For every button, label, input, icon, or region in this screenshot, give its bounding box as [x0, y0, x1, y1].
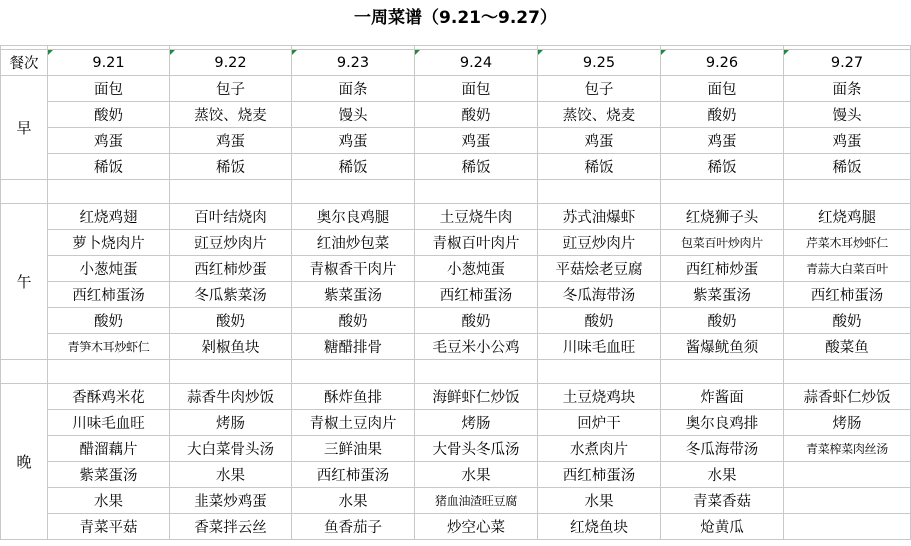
dish-cell[interactable]: 百叶结烧肉: [170, 204, 292, 230]
dish-cell[interactable]: 小葱炖蛋: [48, 256, 170, 282]
table-row: [1, 334, 911, 360]
dish-cell[interactable]: 面包: [661, 76, 784, 102]
dish-cell[interactable]: 水果: [538, 488, 661, 514]
dish-cell[interactable]: 鸡蛋: [784, 128, 911, 154]
empty-cell[interactable]: [48, 360, 170, 384]
dish-cell[interactable]: 烤肠: [415, 410, 538, 436]
header-row: [1, 50, 911, 76]
empty-cell[interactable]: [292, 180, 415, 204]
dish-cell[interactable]: 馒头: [784, 102, 911, 128]
dish-cell[interactable]: 烤肠: [784, 410, 911, 436]
dish-cell[interactable]: 酸奶: [170, 308, 292, 334]
empty-cell[interactable]: [415, 360, 538, 384]
dish-cell[interactable]: 酸奶: [48, 308, 170, 334]
dish-cell[interactable]: 稀饭: [784, 154, 911, 180]
dish-cell[interactable]: 芹菜木耳炒虾仁: [784, 230, 911, 256]
dish-cell[interactable]: 包子: [538, 76, 661, 102]
dish-cell[interactable]: 稀饭: [415, 154, 538, 180]
dish-cell[interactable]: 西红柿蛋汤: [292, 462, 415, 488]
dish-cell[interactable]: 海鲜虾仁炒饭: [415, 384, 538, 410]
page-title: 一周菜谱（9.21～9.27）: [354, 8, 557, 28]
empty-cell[interactable]: [170, 180, 292, 204]
dish-cell[interactable]: 水煮肉片: [538, 436, 661, 462]
dish-cell[interactable]: 青菜榨菜肉丝汤: [784, 436, 911, 462]
spacer-row: [1, 360, 911, 384]
dish-cell[interactable]: 红烧鸡翅: [48, 204, 170, 230]
table-row: [1, 204, 911, 230]
dish-cell[interactable]: 西红柿蛋汤: [538, 462, 661, 488]
dish-cell[interactable]: 稀饭: [661, 154, 784, 180]
empty-cell[interactable]: [292, 360, 415, 384]
table-row: [1, 256, 911, 282]
dish-cell[interactable]: 川味毛血旺: [538, 334, 661, 360]
dish-cell[interactable]: 水果: [170, 462, 292, 488]
dish-cell[interactable]: 川味毛血旺: [48, 410, 170, 436]
table-row: [1, 514, 911, 540]
date-header-cell[interactable]: 9.25: [538, 50, 661, 76]
dish-cell[interactable]: 西红柿炒蛋: [170, 256, 292, 282]
dish-cell[interactable]: [784, 488, 911, 514]
cell-marker-icon: [784, 50, 789, 55]
cell-marker-icon: [415, 50, 420, 55]
dish-cell[interactable]: 水果: [415, 462, 538, 488]
dish-cell[interactable]: 蒜香牛肉炒饭: [170, 384, 292, 410]
empty-cell[interactable]: [661, 180, 784, 204]
dish-cell[interactable]: 香菜拌云丝: [170, 514, 292, 540]
cell-marker-icon: [538, 50, 543, 55]
dish-cell[interactable]: 萝卜烧肉片: [48, 230, 170, 256]
dish-cell[interactable]: 奥尔良鸡腿: [292, 204, 415, 230]
cell-marker-icon: [170, 50, 175, 55]
dish-cell[interactable]: 酸奶: [415, 308, 538, 334]
dish-cell[interactable]: 酸奶: [48, 102, 170, 128]
dish-cell[interactable]: 炸酱面: [661, 384, 784, 410]
dish-cell[interactable]: 炒空心菜: [415, 514, 538, 540]
dish-cell[interactable]: 西红柿炒蛋: [661, 256, 784, 282]
dish-cell[interactable]: 酸奶: [661, 102, 784, 128]
dish-cell[interactable]: 土豆烧鸡块: [538, 384, 661, 410]
meal-label-cell[interactable]: 晚: [1, 384, 48, 540]
table-row: [1, 488, 911, 514]
dish-cell[interactable]: 猪血油渣旺豆腐: [415, 488, 538, 514]
meal-header-cell[interactable]: 餐次: [1, 50, 48, 76]
dish-cell[interactable]: 鸡蛋: [170, 128, 292, 154]
date-header-cell[interactable]: 9.21: [48, 50, 170, 76]
dish-cell[interactable]: 糖醋排骨: [292, 334, 415, 360]
empty-cell[interactable]: [48, 180, 170, 204]
dish-cell[interactable]: 炝黄瓜: [661, 514, 784, 540]
dish-cell[interactable]: 鱼香茄子: [292, 514, 415, 540]
empty-cell[interactable]: [538, 180, 661, 204]
date-header-cell[interactable]: 9.27: [784, 50, 911, 76]
empty-cell[interactable]: [538, 360, 661, 384]
meal-label-cell[interactable]: 午: [1, 204, 48, 360]
dish-cell[interactable]: 水果: [48, 488, 170, 514]
empty-cell[interactable]: [1, 360, 48, 384]
dish-cell[interactable]: 水果: [292, 488, 415, 514]
meal-label-cell[interactable]: 早: [1, 76, 48, 180]
dish-cell[interactable]: 小葱炖蛋: [415, 256, 538, 282]
dish-cell[interactable]: 紫菜蛋汤: [48, 462, 170, 488]
dish-cell[interactable]: 酸奶: [784, 308, 911, 334]
empty-cell[interactable]: [784, 360, 911, 384]
table-row: [1, 384, 911, 410]
dish-cell[interactable]: 稀饭: [538, 154, 661, 180]
dish-cell[interactable]: 平菇烩老豆腐: [538, 256, 661, 282]
table-row: [1, 282, 911, 308]
dish-cell[interactable]: [784, 462, 911, 488]
empty-cell[interactable]: [1, 180, 48, 204]
cell-marker-icon: [661, 50, 666, 55]
dish-cell[interactable]: 奥尔良鸡排: [661, 410, 784, 436]
table-row: [1, 436, 911, 462]
dish-cell[interactable]: 红油炒包菜: [292, 230, 415, 256]
dish-cell[interactable]: 鸡蛋: [292, 128, 415, 154]
dish-cell[interactable]: 青蒜大白菜百叶: [784, 256, 911, 282]
dish-cell[interactable]: 包子: [170, 76, 292, 102]
dish-cell[interactable]: 豇豆炒肉片: [538, 230, 661, 256]
dish-cell[interactable]: 青椒土豆肉片: [292, 410, 415, 436]
dish-cell[interactable]: 青笋木耳炒虾仁: [48, 334, 170, 360]
dish-cell[interactable]: 苏式油爆虾: [538, 204, 661, 230]
table-row: [1, 76, 911, 102]
dish-cell[interactable]: 青椒百叶肉片: [415, 230, 538, 256]
dish-cell[interactable]: 鸡蛋: [538, 128, 661, 154]
dish-cell[interactable]: 青菜香菇: [661, 488, 784, 514]
dish-cell[interactable]: 面包: [415, 76, 538, 102]
dish-cell[interactable]: 韭菜炒鸡蛋: [170, 488, 292, 514]
dish-cell[interactable]: 鸡蛋: [661, 128, 784, 154]
dish-cell[interactable]: 冬瓜海带汤: [661, 436, 784, 462]
table-row: [1, 128, 911, 154]
dish-cell[interactable]: 鸡蛋: [415, 128, 538, 154]
table-row: [1, 462, 911, 488]
dish-cell[interactable]: 大骨头冬瓜汤: [415, 436, 538, 462]
empty-cell[interactable]: [415, 180, 538, 204]
dish-cell[interactable]: 红烧鱼块: [538, 514, 661, 540]
dish-cell[interactable]: 回炉干: [538, 410, 661, 436]
dish-cell[interactable]: 面包: [48, 76, 170, 102]
dish-cell[interactable]: 毛豆米小公鸡: [415, 334, 538, 360]
dish-cell[interactable]: 稀饭: [48, 154, 170, 180]
dish-cell[interactable]: 红烧狮子头: [661, 204, 784, 230]
dish-cell[interactable]: 鸡蛋: [48, 128, 170, 154]
table-row: [1, 308, 911, 334]
dish-cell[interactable]: 三鲜油果: [292, 436, 415, 462]
dish-cell[interactable]: 面条: [784, 76, 911, 102]
dish-cell[interactable]: 青椒香干肉片: [292, 256, 415, 282]
date-header-cell[interactable]: 9.23: [292, 50, 415, 76]
cell-marker-icon: [48, 50, 53, 55]
dish-cell[interactable]: 紫菜蛋汤: [661, 282, 784, 308]
dish-cell[interactable]: 西红柿蛋汤: [48, 282, 170, 308]
dish-cell[interactable]: 酸奶: [538, 308, 661, 334]
table-row: [1, 154, 911, 180]
empty-cell[interactable]: [784, 180, 911, 204]
dish-cell[interactable]: 酸菜鱼: [784, 334, 911, 360]
dish-cell[interactable]: 蒸饺、烧麦: [538, 102, 661, 128]
dish-cell[interactable]: 蒸饺、烧麦: [170, 102, 292, 128]
spacer-row: [1, 180, 911, 204]
dish-cell[interactable]: 面条: [292, 76, 415, 102]
table-row: [1, 102, 911, 128]
dish-cell[interactable]: 西红柿蛋汤: [415, 282, 538, 308]
dish-cell[interactable]: 酱爆鱿鱼须: [661, 334, 784, 360]
dish-cell[interactable]: 剁椒鱼块: [170, 334, 292, 360]
dish-cell[interactable]: 香酥鸡米花: [48, 384, 170, 410]
dish-cell[interactable]: 包菜百叶炒肉片: [661, 230, 784, 256]
dish-cell[interactable]: 醋溜藕片: [48, 436, 170, 462]
dish-cell[interactable]: 青菜平菇: [48, 514, 170, 540]
dish-cell[interactable]: [784, 514, 911, 540]
date-header-cell[interactable]: 9.22: [170, 50, 292, 76]
empty-cell[interactable]: [170, 360, 292, 384]
empty-cell[interactable]: [661, 360, 784, 384]
dish-cell[interactable]: 酸奶: [661, 308, 784, 334]
dish-cell[interactable]: 土豆烧牛肉: [415, 204, 538, 230]
dish-cell[interactable]: 酸奶: [292, 308, 415, 334]
dish-cell[interactable]: 冬瓜紫菜汤: [170, 282, 292, 308]
date-header-cell[interactable]: 9.26: [661, 50, 784, 76]
dish-cell[interactable]: 水果: [661, 462, 784, 488]
table-row: [1, 410, 911, 436]
dish-cell[interactable]: 蒜香虾仁炒饭: [784, 384, 911, 410]
dish-cell[interactable]: 西红柿蛋汤: [784, 282, 911, 308]
dish-cell[interactable]: 豇豆炒肉片: [170, 230, 292, 256]
table-row: [1, 230, 911, 256]
dish-cell[interactable]: 稀饭: [292, 154, 415, 180]
date-header-cell[interactable]: 9.24: [415, 50, 538, 76]
dish-cell[interactable]: 酸奶: [415, 102, 538, 128]
dish-cell[interactable]: 馒头: [292, 102, 415, 128]
dish-cell[interactable]: 酥炸鱼排: [292, 384, 415, 410]
menu-table: [0, 45, 911, 540]
cell-marker-icon: [292, 50, 297, 55]
dish-cell[interactable]: 紫菜蛋汤: [292, 282, 415, 308]
dish-cell[interactable]: 稀饭: [170, 154, 292, 180]
dish-cell[interactable]: 烤肠: [170, 410, 292, 436]
dish-cell[interactable]: 冬瓜海带汤: [538, 282, 661, 308]
dish-cell[interactable]: 红烧鸡腿: [784, 204, 911, 230]
dish-cell[interactable]: 大白菜骨头汤: [170, 436, 292, 462]
